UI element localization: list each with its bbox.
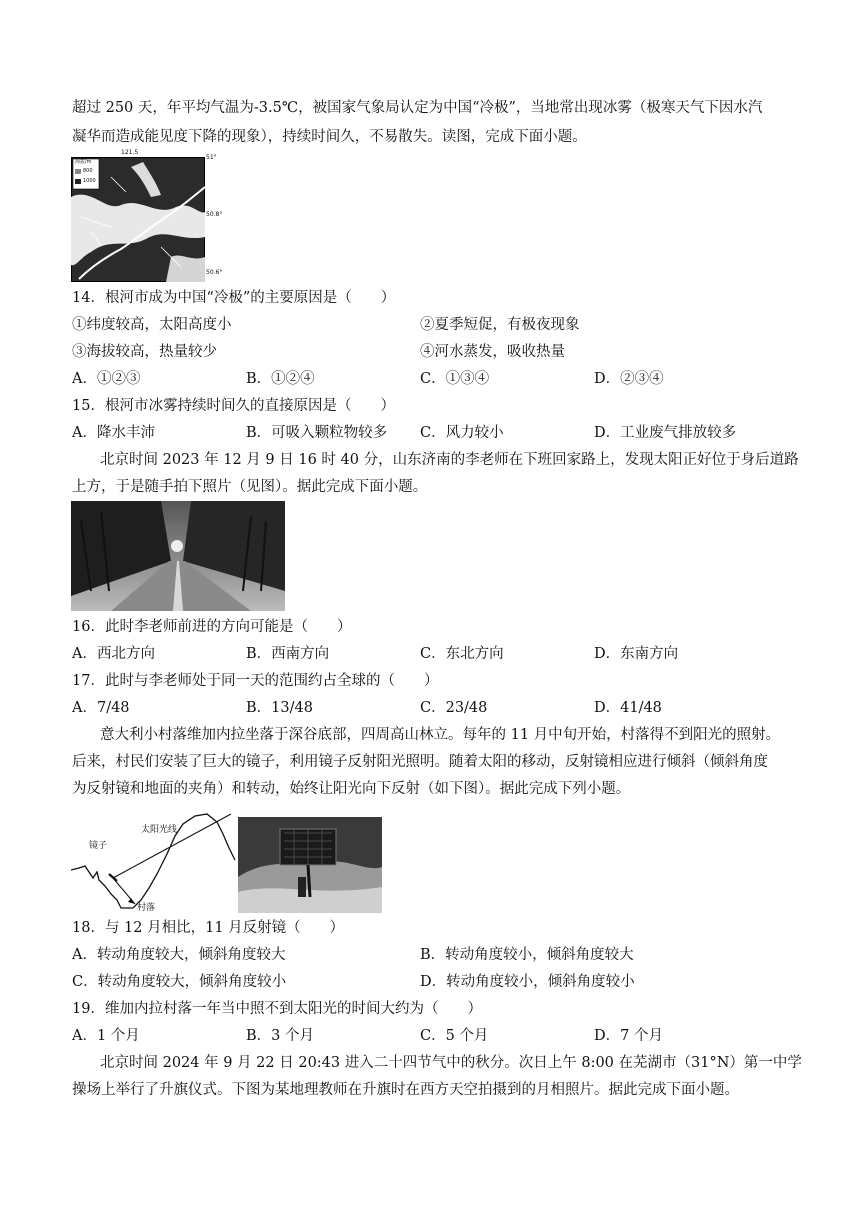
q19-stem: 19．维加内拉村落一年当中照不到太阳光的时间大约为（ ） (72, 1001, 482, 1017)
q14-option-b[interactable]: B．①②④ (246, 371, 315, 387)
q14-option-d[interactable]: D．②③④ (594, 371, 664, 387)
q18-option-a[interactable]: A．转动角度较大，倾斜角度较大 (72, 947, 286, 963)
q16-stem: 16．此时李老师前进的方向可能是（ ） (72, 619, 352, 635)
latitude-label-3: 50.6° (206, 269, 223, 276)
latitude-label-2: 50.8° (206, 211, 223, 218)
passage3-line-3: 为反射镜和地面的夹角）和转动，始终让阳光向下反射（如下图）。据此完成下列小题。 (72, 781, 631, 797)
q17-stem: 17．此时与李老师处于同一天的范围约占全球的（ ） (72, 673, 439, 689)
q18-option-b[interactable]: B．转动角度较小，倾斜角度较大 (420, 947, 634, 963)
legend-value-1: 800 (83, 168, 93, 174)
passage4-line-2: 操场上举行了升旗仪式。下图为某地理教师在升旗时在西方天空拍摄到的月相照片。据此完成下面小题。 (72, 1082, 739, 1098)
intro-line-2: 凝华而造成能见度下降的现象），持续时间久，不易散失。读图，完成下面小题。 (72, 129, 587, 145)
q14-statement-4: ④河水蒸发，吸收热量 (420, 344, 565, 360)
village-label: 村落 (137, 903, 156, 913)
mirror-photo (238, 817, 382, 913)
passage3-line-2: 后来，村民们安装了巨大的镜子，利用镜子反射阳光照明。随着太阳的移动，反射镜相应进行倾斜（倾斜角度 (72, 754, 768, 770)
q18-option-c[interactable]: C．转动角度较大，倾斜角度较小 (72, 974, 287, 990)
q19-option-c[interactable]: C．5 个月 (420, 1028, 489, 1044)
q18-option-d[interactable]: D．转动角度较小，倾斜角度较小 (420, 974, 635, 990)
q16-option-a[interactable]: A．西北方向 (72, 646, 155, 662)
longitude-label: 121.5 (121, 149, 139, 156)
q15-option-a[interactable]: A．降水丰沛 (72, 425, 155, 441)
q19-option-a[interactable]: A．1 个月 (72, 1028, 140, 1044)
latitude-label-1: 51° (206, 154, 217, 161)
q14-option-a[interactable]: A．①②③ (72, 371, 141, 387)
q16-option-d[interactable]: D．东南方向 (594, 646, 679, 662)
sunray-label: 太阳光线 (141, 825, 178, 835)
passage2-line-2: 上方，于是随手拍下照片（见图）。据此完成下面小题。 (72, 479, 428, 495)
q15-option-c[interactable]: C．风力较小 (420, 425, 504, 441)
terrain-map-figure (71, 149, 223, 283)
q16-option-c[interactable]: C．东北方向 (420, 646, 504, 662)
q14-option-c[interactable]: C．①③④ (420, 371, 490, 387)
q17-option-a[interactable]: A．7/48 (72, 700, 130, 716)
q15-option-b[interactable]: B．可吸入颗粒物较多 (246, 425, 388, 441)
q17-option-b[interactable]: B．13/48 (246, 700, 313, 716)
q14-statement-2: ②夏季短促，有极夜现象 (420, 317, 580, 333)
legend-title: 海拔/m (75, 159, 92, 165)
q16-option-b[interactable]: B．西南方向 (246, 646, 330, 662)
passage4-line-1: 北京时间 2024 年 9 月 22 日 20:43 进入二十四节气中的秋分。次日上午 8:00 在芜湖市（31°N）第一中学 (100, 1055, 802, 1071)
mirror-diagram (71, 808, 236, 913)
q15-stem: 15．根河市冰雾持续时间久的直接原因是（ ） (72, 398, 395, 414)
q14-statement-1: ①纬度较高，太阳高度小 (72, 317, 232, 333)
intro-line-1: 超过 250 天，年平均气温为-3.5℃，被国家气象局认定为中国“冷极”，当地常出现冰雾（极寒天气下因水汽 (72, 100, 763, 116)
q19-option-b[interactable]: B．3 个月 (246, 1028, 314, 1044)
q17-option-d[interactable]: D．41/48 (594, 700, 662, 716)
q15-option-d[interactable]: D．工业废气排放较多 (594, 425, 737, 441)
q14-statement-3: ③海拔较高，热量较少 (72, 344, 217, 360)
road-photo (71, 501, 285, 611)
passage3-line-1: 意大利小村落维加内拉坐落于深谷底部，四周高山林立。每年的 11 月中旬开始，村落得不到阳光的照射。 (100, 727, 781, 743)
q17-option-c[interactable]: C．23/48 (420, 700, 488, 716)
q14-stem: 14．根河市成为中国“冷极”的主要原因是（ ） (72, 290, 396, 306)
mirror-label: 镜子 (89, 841, 108, 851)
q19-option-d[interactable]: D．7 个月 (594, 1028, 663, 1044)
passage2-line-1: 北京时间 2023 年 12 月 9 日 16 时 40 分，山东济南的李老师在下班回家路上，发现太阳正好位于身后道路 (100, 452, 799, 468)
q18-stem: 18．与 12 月相比，11 月反射镜（ ） (72, 920, 345, 936)
legend-value-2: 1000 (83, 178, 96, 184)
